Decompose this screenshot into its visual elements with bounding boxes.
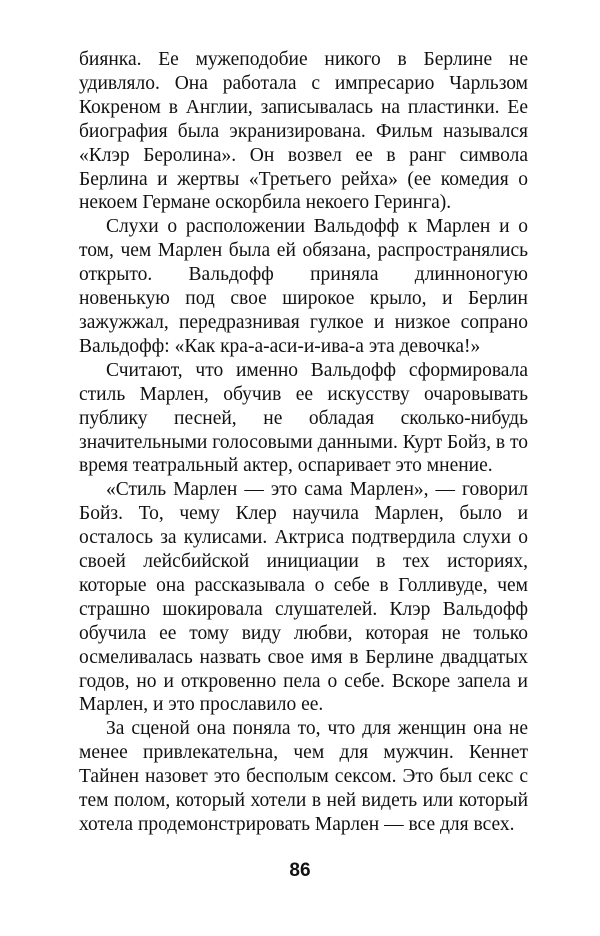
paragraph-2: Слухи о расположении Вальдофф к Марлен и о том, чем Марлен была ей обязана, распространялись открыто. Вальдофф приняла длинноногую новенькую под свое широкое крыло, и Берлин зажужжал, передразнивая гулкое и низкое сопрано Вальдофф: «Как кра-а-аси-и-ива-а эта девочка!» [79, 216, 528, 357]
paragraph-5: За сценой она поняла то, что для женщин она не менее привлекательна, чем для мужчин. Кеннет Тайнен назовет это бесполым сексом. Это был секс с тем полом, который хотели в ней видеть или который хотела продемонстрировать Марлен — все для всех. [79, 718, 528, 835]
paragraph-4: «Стиль Марлен — это сама Марлен», — говорил Бойз. То, чему Клер научила Марлен, было и осталось за кулисами. Актриса подтвердила слухи о своей лейсбийской инициации в тех историях, которые она рассказывала о себе в Голливуде, чем страшно шокировала слушателей. Клэр Вальдофф обучила ее тому виду любви, которая не только осмеливалась назвать свое имя в Берлине двадцатых годов, но и откровенно пела о себе. Вскоре запела и Марлен, и это прославило ее. [79, 479, 528, 716]
body-text [79, 48, 528, 837]
paragraph-3: Считают, что именно Вальдофф сформировала стиль Марлен, обучив ее искусству очаровывать публику песней, не обладая сколько-нибудь значительными голосовыми данными. Курт Бойз, в то время театральный актер, оспаривает это мнение. [79, 359, 528, 477]
page-number: 86 [289, 860, 311, 881]
paragraph-1: биянка. Ее мужеподобие никого в Берлине не удивляло. Она работала с импресарио Чарльзом Кокреном в Англии, записывалась на пластинки. Ее биография была экранизирована. Фильм назывался «Клэр Беролина». Он возвел ее в ранг символа Берлина и жертвы «Третьего рейха» (ее комедия о некоем Германе оскорбила некоего Геринга). [79, 49, 528, 214]
